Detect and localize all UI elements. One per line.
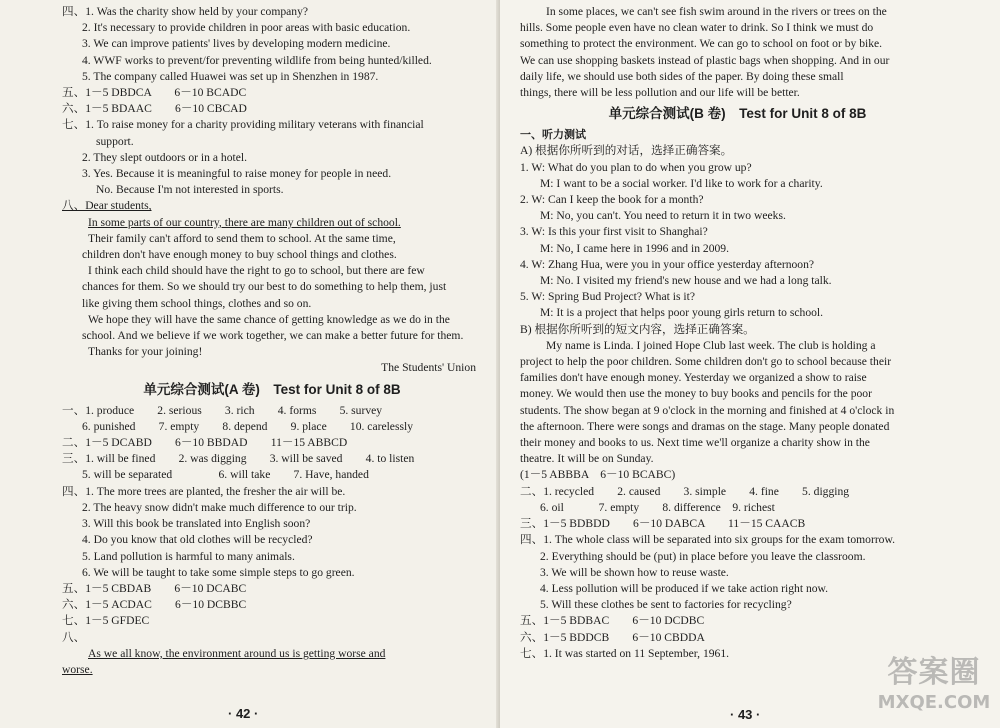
text-line: families don't have enough money. Yesterday we organized a show to raise (520, 371, 867, 385)
text-line: 五、1－5 BDBAC 6－10 DCDBC (520, 614, 705, 628)
part-b-instruction: B) 根据你所听到的短文内容，选择正确答案。 (520, 322, 755, 336)
text-line: 六、1－5 ACDAC 6－10 DCBBC (62, 598, 247, 612)
text-line: As we all know, the environment around us is getting worse and (88, 646, 386, 660)
text-line: My name is Linda. I joined Hope Club last week. The club is holding a (546, 338, 876, 352)
watermark-bottom: MXQE.COM (877, 692, 991, 713)
text-line: M: It is a project that helps poor young girls return to school. (540, 306, 824, 320)
text-line: 五、1－5 CBDAB 6－10 DCABC (62, 581, 247, 595)
text-line: 5. will be separated 6. will take 7. Have, handed (82, 468, 369, 482)
text-line: 六、1－5 BDAAC 6－10 CBCAD (62, 102, 247, 116)
text-line: 6. oil 7. empty 8. difference 9. richest (540, 500, 775, 514)
text-line: 3. Will this book be translated into English soon? (82, 517, 311, 531)
text-line: 4. W: Zhang Hua, were you in your office yesterday afternoon? (520, 257, 815, 271)
text-line: children don't have enough money to buy school things and clothes. (82, 248, 397, 262)
text-line: 四、1. Was the charity show held by your company? (62, 5, 309, 18)
text-line: We can use shopping baskets instead of plastic bags when shopping. And in our (520, 53, 890, 67)
text-line: school. And we believe if we work together, we can make a better future for them. (82, 329, 464, 343)
text-line: worse. (62, 662, 93, 676)
text-line: 3. Yes. Because it is meaningful to raise money for people in need. (82, 167, 392, 181)
section-title-a: 单元综合测试(A 卷) Test for Unit 8 of 8B (143, 381, 401, 397)
text-line: like giving them school things, clothes and so on. (82, 296, 312, 310)
text-line: 1. W: What do you plan to do when you grow up? (520, 160, 752, 174)
text-line: 七、1. To raise money for a charity providing military veterans with financial (62, 118, 424, 132)
text-line: M: No, you can't. You need to return it in two weeks. (540, 209, 786, 223)
text-line: 八、Dear students, (62, 199, 152, 213)
text-line: 2. They slept outdoors or in a hotel. (82, 150, 247, 164)
text-line: the afternoon. There were songs and dramas on the stage. Many people donated (520, 419, 890, 433)
text-line: 4. Do you know that old clothes will be recycled? (82, 533, 313, 547)
text-line: 四、1. The more trees are planted, the fresher the air will be. (62, 484, 346, 498)
text-line: 5. W: Spring Bud Project? What is it? (520, 290, 695, 304)
text-line: We hope they will have the same chance of getting knowledge as we do in the (88, 312, 450, 326)
answer-lines-a (62, 403, 482, 678)
text-line: 4. WWF works to prevent/for preventing wildlife from being hunted/killed. (82, 53, 432, 67)
text-line: hills. Some people even have no clean water to drink. So I think we must do (520, 21, 874, 35)
text-line: 3. We can improve patients' lives by developing modern medicine. (82, 37, 391, 51)
text-line: 一、1. produce 2. serious 3. rich 4. forms 5. survey (62, 403, 383, 417)
dialogue-lines (520, 160, 955, 322)
text-line: 3. We will be shown how to reuse waste. (540, 565, 729, 579)
text-line: 2. Everything should be (put) in place before you leave the classroom. (540, 549, 866, 563)
text-line: M: I want to be a social worker. I'd like to work for a charity. (540, 176, 823, 190)
text-line: 二、1－5 DCABD 6－10 BBDAD 11－15 ABBCD (62, 436, 348, 450)
page-number-43: · 43 · (730, 707, 761, 722)
text-line: theatre. It will be on Sunday. (520, 452, 654, 466)
text-line: 6. We will be taught to take some simple steps to go green. (82, 565, 355, 579)
page-number-42: · 42 · (228, 705, 259, 721)
text-line: project to help the poor children. Some children don't go to school because their (520, 355, 892, 369)
text-line: 5. The company called Huawei was set up in Shenzhen in 1987. (82, 69, 379, 83)
right-column (520, 4, 955, 662)
answer-lines-top (62, 4, 482, 377)
text-line: 七、1. It was started on 11 September, 1961. (520, 646, 730, 660)
text-line: money. We would then use the money to buy books and pencils for the poor (520, 387, 872, 401)
text-line: Their family can't afford to send them to school. At the same time, (88, 231, 396, 245)
text-line: In some parts of our country, there are many children out of school. (88, 215, 401, 229)
text-line: In some places, we can't see fish swim around in the rivers or trees on the (546, 5, 887, 18)
text-line: 2. The heavy snow didn't make much difference to our trip. (82, 500, 357, 514)
text-line: 七、1－5 GFDEC (62, 614, 150, 628)
essay-continuation (520, 4, 955, 101)
text-line: their money and books to us. Next time we'll organize a charity show in the (520, 436, 870, 450)
text-line: 二、1. recycled 2. caused 3. simple 4. fine 5. digging (520, 484, 850, 498)
text-line: 5. Will these clothes be sent to factories for recycling? (540, 598, 792, 612)
answer-lines-b (520, 338, 955, 662)
text-line: (1－5 ABBBA 6－10 BCABC) (520, 468, 676, 482)
text-line: daily life, we should use both sides of the paper. By doing these small (520, 69, 844, 83)
listening-heading: 一、听力测试 (520, 128, 586, 142)
text-line: 6. punished 7. empty 8. depend 9. place 10. carelessly (82, 419, 413, 433)
text-line: 三、1－5 BDBDD 6－10 DABCA 11－15 CAACB (520, 517, 806, 531)
text-line: 5. Land pollution is harmful to many animals. (82, 549, 295, 563)
text-line: students. The show began at 9 o'clock in the morning and finished at 4 o'clock in (520, 403, 895, 417)
text-line: 2. W: Can I keep the book for a month? (520, 193, 704, 207)
text-line: 八、 (62, 630, 86, 644)
left-column (62, 4, 482, 678)
text-line: 六、1－5 BDDCB 6－10 CBDDA (520, 630, 705, 644)
text-line: chances for them. So we should try our best to do something to help them, just (82, 280, 447, 294)
text-line: M: No. I visited my friend's new house and we had a long talk. (540, 274, 832, 288)
text-line: 四、1. The whole class will be separated into six groups for the exam tomorrow. (520, 533, 895, 547)
text-line: support. (96, 134, 134, 148)
text-line: The Students' Union (381, 361, 476, 375)
section-title-b: 单元综合测试(B 卷) Test for Unit 8 of 8B (608, 106, 867, 122)
text-line: 五、1－5 DBDCA 6－10 BCADC (62, 86, 247, 100)
text-line: 三、1. will be fined 2. was digging 3. will be saved 4. to listen (62, 452, 415, 466)
text-line: I think each child should have the right to go to school, but there are few (88, 264, 425, 278)
text-line: M: No, I came here in 1996 and in 2009. (540, 241, 729, 255)
text-line: 4. Less pollution will be produced if we take action right now. (540, 581, 829, 595)
text-line: something to protect the environment. We can go to school on foot or by bike. (520, 37, 883, 51)
text-line: things, there will be less pollution and our life will be better. (520, 86, 800, 100)
text-line: 3. W: Is this your first visit to Shanghai? (520, 225, 708, 239)
part-a-instruction: A) 根据你所听到的对话，选择正确答案。 (520, 144, 733, 158)
text-line: No. Because I'm not interested in sports. (96, 183, 284, 197)
text-line: Thanks for your joining! (88, 345, 203, 359)
text-line: 2. It's necessary to provide children in poor areas with basic education. (82, 21, 411, 35)
watermark-top: 答案圈 (887, 655, 981, 690)
watermark-logo (874, 654, 994, 724)
